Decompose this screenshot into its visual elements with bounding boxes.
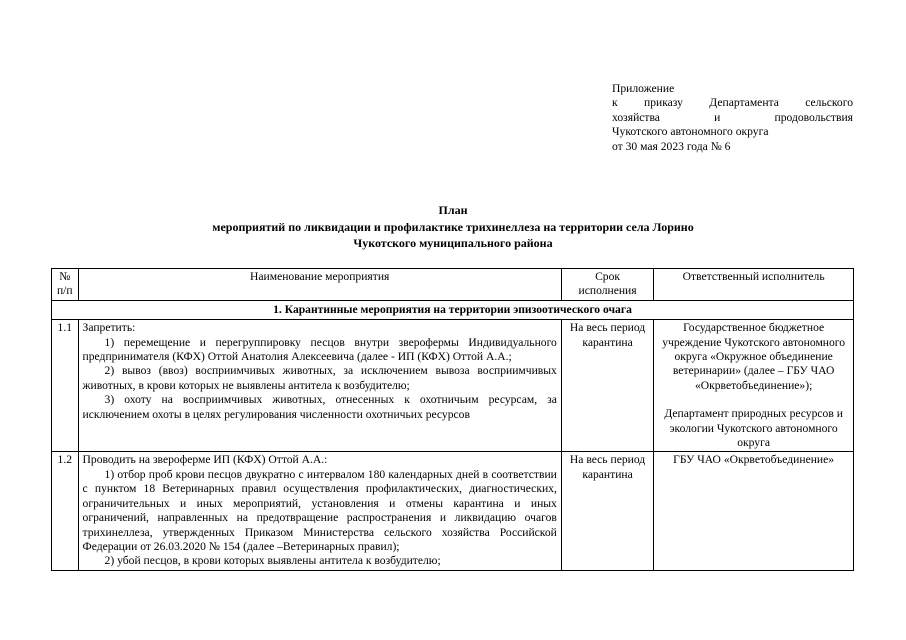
- responsible-1: Государственное бюджетное учреждение Чукотского автономного округа «Окружное объединение ветеринарии» (далее – ГБУ ЧАО «Окрветобъединение»);: [662, 321, 846, 392]
- appendix-line-3: хозяйства и продовольствия: [612, 110, 853, 124]
- title-line-1: План: [438, 203, 468, 217]
- section-title: 1. Карантинные мероприятия на территории эпизоотического очага: [52, 300, 854, 319]
- activity-item: 1) перемещение и перегруппировку песцов внутри зверофермы Индивидуального предпринимателя (КФХ) Оттой Анатолия Алексеевича (далее - ИП (КФХ) Оттой А.А.;: [82, 335, 557, 364]
- row-responsible: [654, 452, 854, 570]
- row-responsible: [654, 320, 854, 452]
- table-header-row: [52, 269, 854, 301]
- header-term: Срок исполнения: [561, 269, 653, 301]
- row-activity: [78, 452, 561, 570]
- appendix-line-5: от 30 мая 2023 года № 6: [612, 139, 731, 153]
- activity-item: 1) отбор проб крови песцов двукратно с интервалом 180 календарных дней в соответствии с пунктом 18 Ветеринарных правил осуществления профилактических, диагностических, ограничительных и иных мероприятий, установления и отмены карантина и иных ограничений, направленных на предотвращение распространения и ликвидацию очагов трихинеллеза, утвержденных Приказом Министерства сельского хозяйства Российской Федерации от 26.03.2020 № 154 (далее –Ветеринарных правил);: [82, 467, 557, 553]
- section-row: [52, 300, 854, 319]
- table-row: [52, 452, 854, 570]
- spacer: [658, 393, 849, 407]
- title-line-2: мероприятий по ликвидации и профилактике трихинеллеза на территории села Лорино: [212, 219, 694, 234]
- table-row: [52, 320, 854, 452]
- appendix-line-2: к приказу Департамента сельского: [612, 96, 853, 110]
- title-line-3: Чукотского муниципального района: [353, 236, 553, 250]
- header-name: Наименование мероприятия: [78, 269, 561, 301]
- row-activity: [78, 320, 561, 452]
- row-number: 1.2: [52, 452, 79, 570]
- activity-item: 2) вывоз (ввоз) восприимчивых животных, за исключением вывоза восприимчивых животных, в крови которых не выявлены антитела к возбудителю;: [82, 364, 557, 392]
- activity-lead: Проводить на звероферме ИП (КФХ) Оттой А.А.:: [82, 453, 328, 467]
- appendix-line-4: Чукотского автономного округа: [612, 125, 769, 139]
- document-title: [120, 202, 786, 252]
- header-num: № п/п: [52, 269, 79, 301]
- row-number: 1.1: [52, 320, 79, 452]
- activity-lead: Запретить:: [82, 321, 136, 335]
- row-term: На весь период карантина: [561, 452, 653, 570]
- responsible-2: Департамент природных ресурсов и экологии Чукотского автономного округа: [664, 407, 843, 450]
- header-responsible: Ответственный исполнитель: [654, 269, 854, 301]
- row-term: На весь период карантина: [561, 320, 653, 452]
- responsible-1: ГБУ ЧАО «Окрветобъединение»: [673, 453, 835, 467]
- plan-table: [51, 268, 854, 571]
- activity-item: 3) охоту на восприимчивых животных, отнесенных к охотничьим ресурсам, за исключением охоты в целях регулирования численности охотничьих ресурсов: [82, 393, 557, 421]
- appendix-block: [612, 82, 853, 154]
- activity-item: 2) убой песцов, в крови которых выявлены антитела к возбудителю;: [104, 554, 441, 568]
- appendix-line-1: Приложение: [612, 82, 675, 95]
